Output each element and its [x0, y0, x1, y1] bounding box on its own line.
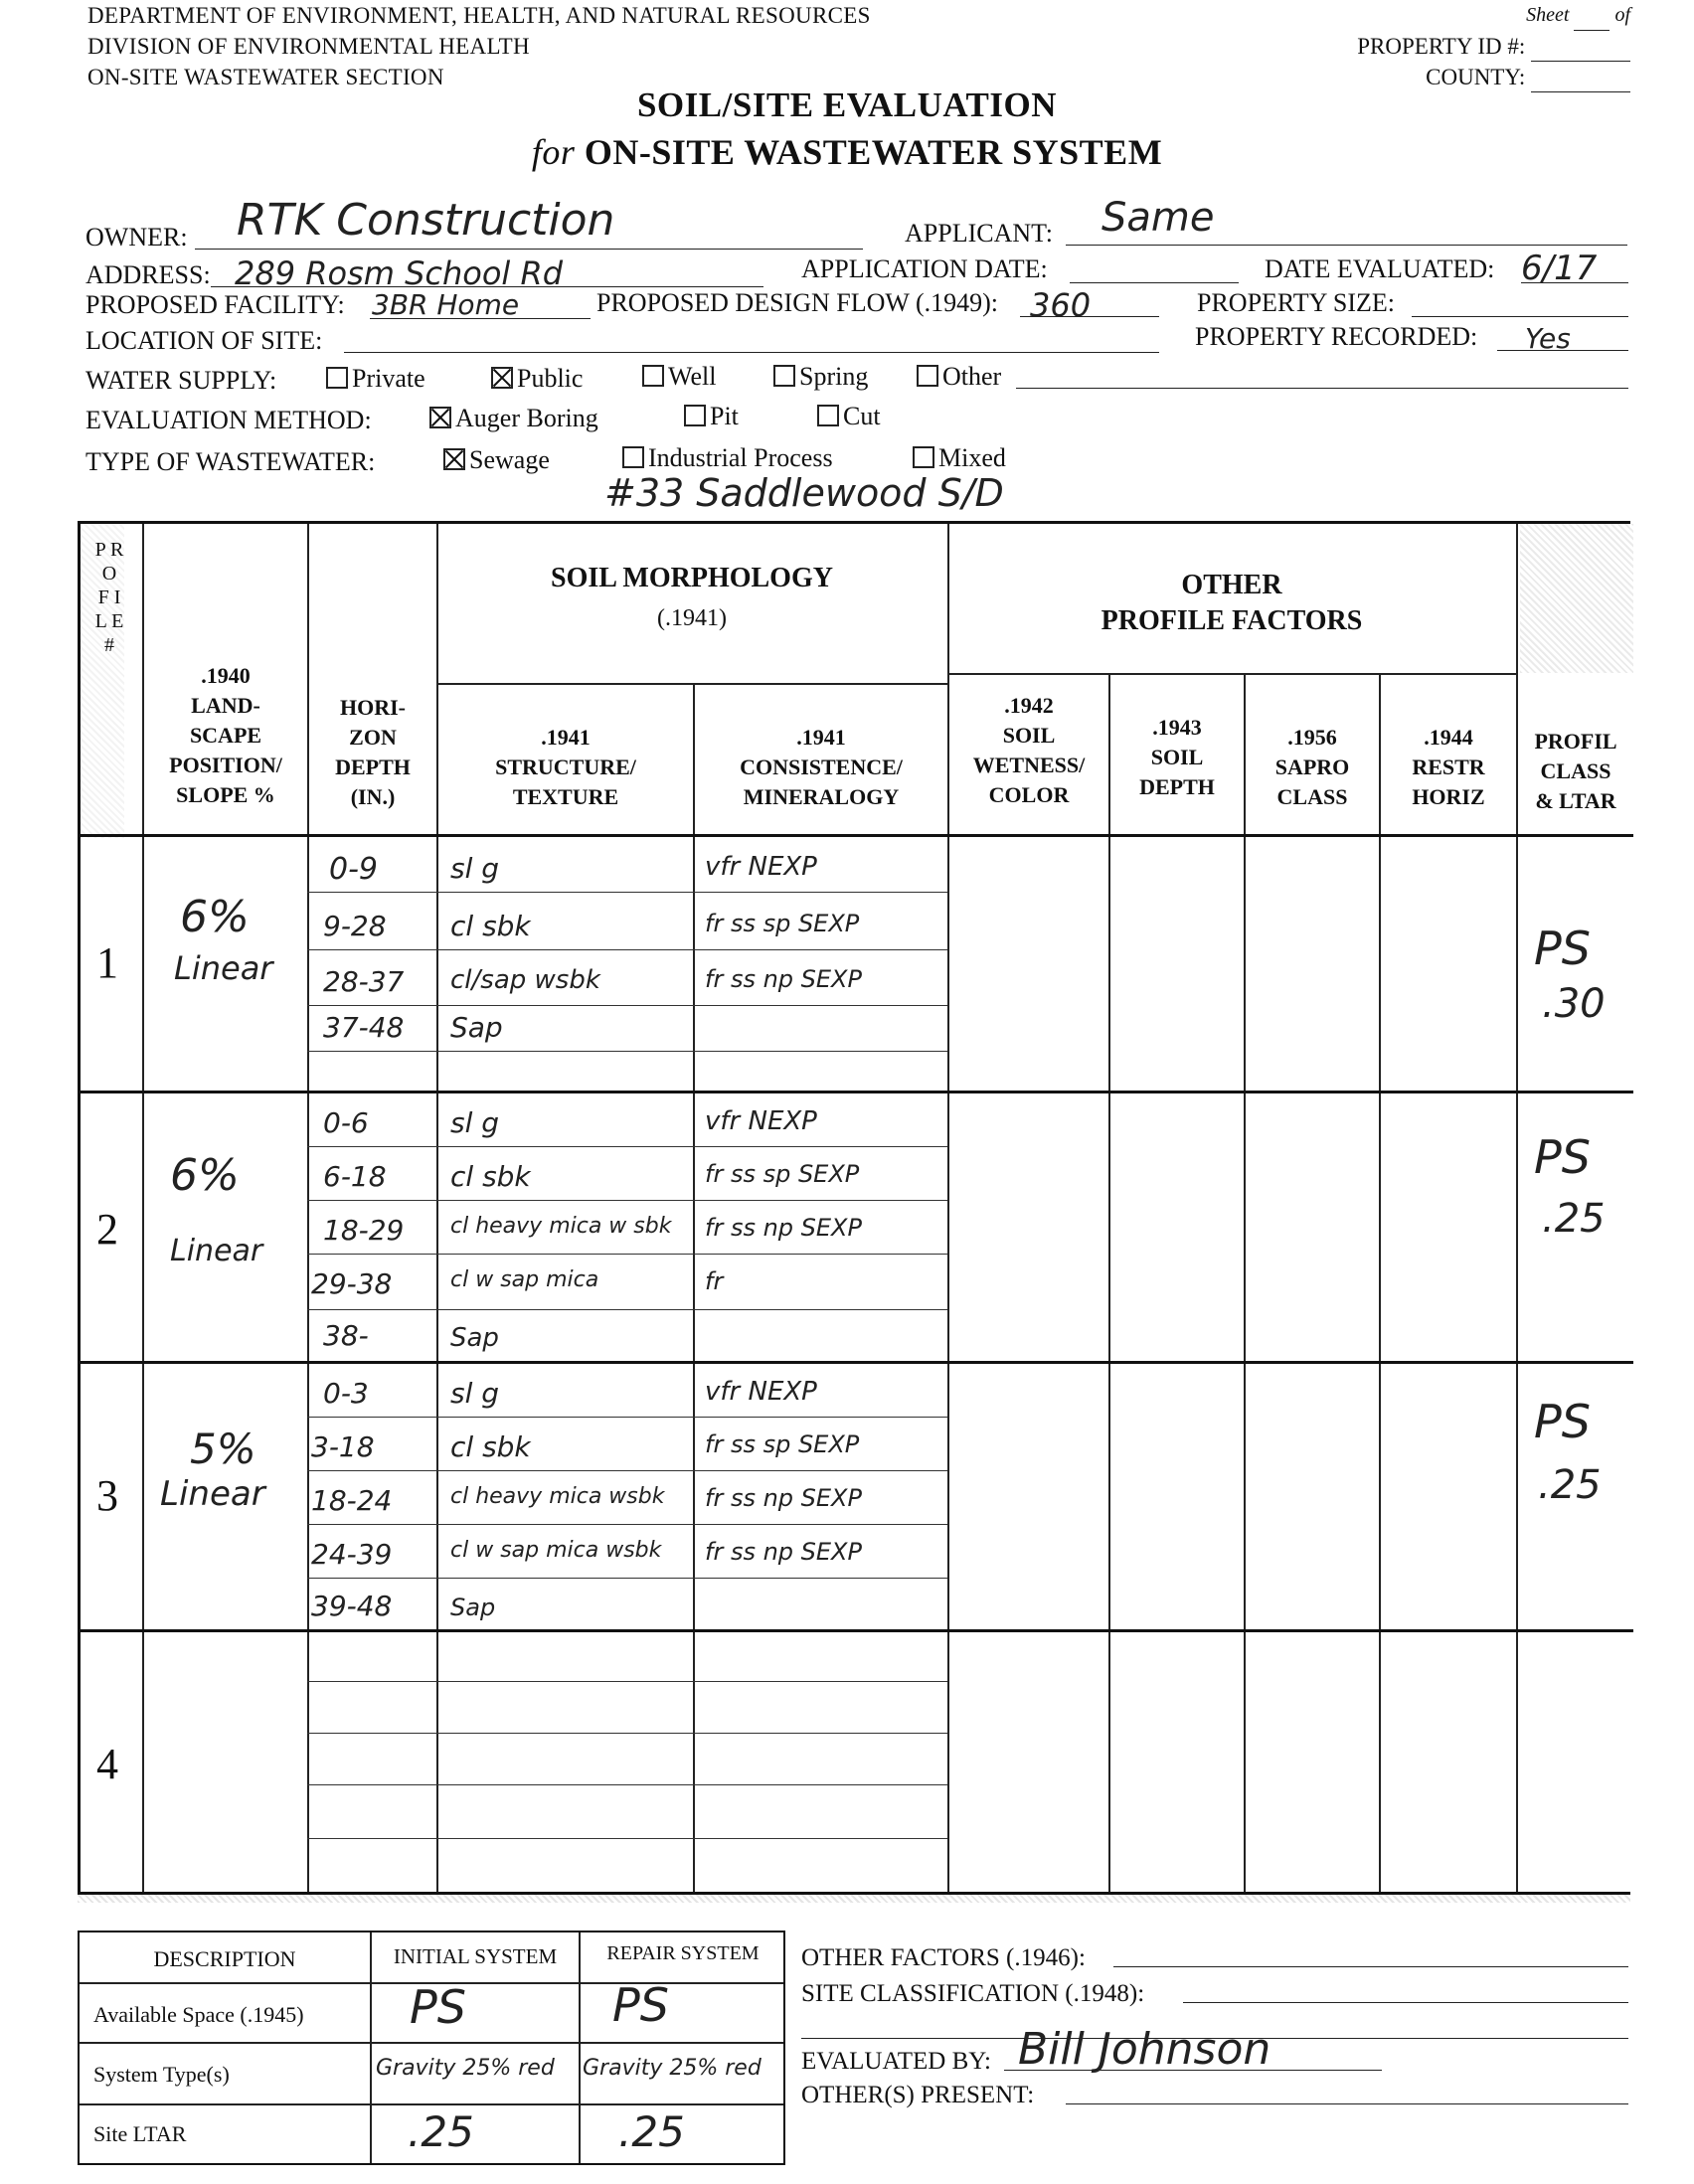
p3-depth-3: 18-24 [311, 1484, 393, 1517]
p2-consistence-2: fr ss sp SEXP [705, 1160, 860, 1188]
p2-structure-5: Sap [450, 1323, 499, 1353]
profile-3-number: 3 [96, 1471, 118, 1520]
wetness-header: .1942 SOIL WETNESS/ COLOR [972, 693, 1086, 807]
dept-line-3: ON-SITE WASTEWATER SECTION [87, 65, 444, 89]
profile-3-slope: 5% [190, 1425, 256, 1473]
other-checkbox[interactable] [917, 365, 938, 387]
evaluated-by-label: EVALUATED BY: [801, 2048, 991, 2075]
p2-consistence-4: fr [705, 1267, 724, 1295]
p3-consistence-3: fr ss np SEXP [705, 1484, 862, 1512]
available-space-initial: PS [410, 1980, 466, 2034]
evaluator-signature: Bill Johnson [1018, 2024, 1271, 2075]
profile-1-number: 1 [96, 938, 118, 987]
design-flow-label: PROPOSED DESIGN FLOW (.1949): [596, 288, 998, 317]
industrial-checkbox[interactable] [622, 446, 644, 468]
profile-1-class: PS [1534, 922, 1591, 975]
p3-depth-2: 3-18 [311, 1430, 375, 1463]
water-option-public[interactable]: Public [491, 364, 583, 394]
profile-1-ltar: .30 [1542, 981, 1606, 1027]
property-recorded-label: PROPERTY RECORDED: [1195, 322, 1478, 351]
auger-checkbox[interactable] [429, 407, 451, 428]
lot-note: #33 Saddlewood S/D [604, 471, 1004, 515]
design-flow-value: 360 [1030, 286, 1092, 324]
p2-structure-3: cl heavy mica w sbk [450, 1214, 672, 1239]
of-label: of [1614, 4, 1630, 26]
dept-line-2: DIVISION OF ENVIRONMENTAL HEALTH [87, 34, 530, 59]
p1-consistence-1: vfr NEXP [705, 852, 817, 882]
department-header [87, 0, 871, 92]
p1-structure-1: sl g [450, 852, 500, 885]
property-recorded-value: Yes [1525, 322, 1571, 355]
p2-consistence-1: vfr NEXP [705, 1106, 817, 1136]
property-id-label: PROPERTY ID #: [1357, 34, 1526, 59]
wastewater-option-industrial[interactable]: Industrial Process [622, 443, 833, 473]
water-option-other[interactable]: Other [917, 362, 1001, 392]
profile-2-ltar: .25 [1542, 1196, 1606, 1242]
cut-checkbox[interactable] [817, 405, 839, 426]
wastewater-option-sewage[interactable]: Sewage [443, 445, 550, 475]
eval-option-pit[interactable]: Pit [684, 402, 739, 431]
p1-consistence-2: fr ss sp SEXP [705, 910, 860, 937]
application-date-label: APPLICATION DATE: [801, 254, 1048, 283]
initial-system-header: INITIAL SYSTEM [393, 1944, 558, 1968]
p1-depth-1: 0-9 [329, 852, 378, 887]
other-profile-factors-header: OTHER PROFILE FACTORS [1101, 570, 1363, 636]
p1-structure-3: cl/sap wsbk [450, 965, 600, 995]
profile-1-position: Linear [174, 949, 273, 987]
soil-morphology-subheader: (.1941) [657, 605, 727, 631]
p1-depth-3: 28-37 [323, 965, 405, 998]
date-evaluated-value: 6/17 [1521, 249, 1598, 288]
p2-depth-3: 18-29 [323, 1214, 405, 1247]
soil-profile-table [78, 521, 1630, 1895]
p3-consistence-1: vfr NEXP [705, 1377, 817, 1407]
p1-depth-2: 9-28 [323, 910, 387, 942]
wastewater-option-mixed[interactable]: Mixed [913, 443, 1006, 473]
p2-depth-5: 38- [323, 1319, 369, 1352]
water-option-private[interactable]: Private [326, 364, 425, 394]
p1-consistence-3: fr ss np SEXP [705, 965, 862, 993]
mixed-checkbox[interactable] [913, 446, 934, 468]
p2-depth-1: 0-6 [323, 1106, 369, 1139]
private-checkbox[interactable] [326, 367, 348, 389]
description-header: DESCRIPTION [153, 1946, 296, 1971]
others-present-label: OTHER(S) PRESENT: [801, 2082, 1035, 2108]
p2-depth-2: 6-18 [323, 1160, 387, 1193]
address-value: 289 Rosm School Rd [235, 254, 564, 292]
profile-3-position: Linear [160, 1474, 265, 1514]
p3-depth-5: 39-48 [311, 1590, 393, 1622]
sewage-checkbox[interactable] [443, 448, 465, 470]
profile-2-position: Linear [170, 1234, 263, 1268]
profile-1-slope: 6% [180, 892, 250, 942]
owner-value: RTK Construction [237, 195, 615, 246]
eval-option-auger[interactable]: Auger Boring [429, 404, 598, 433]
p1-structure-4: Sap [450, 1011, 503, 1044]
profile-class-header: PROFIL CLASS & LTAR [1534, 729, 1617, 813]
date-evaluated-label: DATE EVALUATED: [1265, 254, 1495, 283]
wastewater-label: TYPE OF WASTEWATER: [85, 447, 376, 476]
property-header [1357, 0, 1630, 92]
public-checkbox[interactable] [491, 367, 513, 389]
soil-morphology-header: SOIL MORPHOLOGY [551, 563, 833, 593]
eval-method-label: EVALUATION METHOD: [85, 406, 372, 434]
consistence-header: .1941 CONSISTENCE/ MINERALOGY [740, 725, 903, 809]
eval-option-cut[interactable]: Cut [817, 402, 881, 431]
p3-structure-3: cl heavy mica wsbk [450, 1484, 665, 1509]
site-ltar-repair: .25 [618, 2107, 685, 2156]
dept-line-1: DEPARTMENT OF ENVIRONMENT, HEALTH, AND NATURAL RESOURCES [87, 3, 871, 28]
profile-3-class: PS [1534, 1395, 1591, 1448]
pit-checkbox[interactable] [684, 405, 706, 426]
profile-4-number: 4 [96, 1740, 118, 1788]
proposed-facility-label: PROPOSED FACILITY: [85, 290, 345, 319]
p3-structure-2: cl sbk [450, 1430, 531, 1463]
structure-header: .1941 STRUCTURE/ TEXTURE [495, 725, 636, 809]
site-classification-label: SITE CLASSIFICATION (.1948): [801, 1980, 1145, 2007]
form-subtitle: for ON-SITE WASTEWATER SYSTEM [531, 132, 1163, 172]
applicant-value: Same [1101, 195, 1215, 241]
address-label: ADDRESS: [85, 260, 211, 289]
p3-consistence-4: fr ss np SEXP [705, 1538, 862, 1566]
p3-structure-1: sl g [450, 1377, 500, 1410]
property-size-label: PROPERTY SIZE: [1197, 288, 1395, 317]
sapro-header: .1956 SAPRO CLASS [1274, 725, 1350, 809]
other-factors-label: OTHER FACTORS (.1946): [801, 1944, 1086, 1971]
profile-2-number: 2 [96, 1205, 118, 1254]
p2-depth-4: 29-38 [311, 1267, 393, 1300]
horizon-depth-header: HORI- ZON DEPTH (IN.) [335, 695, 411, 809]
landscape-header: .1940 LAND- SCAPE POSITION/ SLOPE % [169, 663, 282, 807]
p3-structure-4: cl w sap mica wsbk [450, 1538, 662, 1563]
available-space-repair: PS [612, 1978, 669, 2032]
p1-structure-2: cl sbk [450, 910, 531, 942]
profile-3-ltar: .25 [1538, 1462, 1602, 1508]
water-supply-label: WATER SUPPLY: [85, 366, 277, 395]
applicant-label: APPLICANT: [905, 219, 1053, 248]
owner-label: OWNER: [85, 223, 188, 252]
p3-depth-4: 24-39 [311, 1538, 393, 1571]
site-ltar-label: Site LTAR [93, 2121, 187, 2146]
form-title: SOIL/SITE EVALUATION [636, 85, 1058, 124]
p2-structure-4: cl w sap mica [450, 1267, 599, 1292]
repair-system-header: REPAIR SYSTEM [606, 1942, 760, 1964]
location-label: LOCATION OF SITE: [85, 326, 323, 355]
available-space-label: Available Space (.1945) [93, 2002, 304, 2027]
system-type-label: System Type(s) [93, 2062, 230, 2087]
profile-2-slope: 6% [170, 1150, 240, 1201]
system-type-initial: Gravity 25% red [376, 2056, 555, 2081]
profile-2-class: PS [1534, 1130, 1591, 1184]
water-option-well[interactable]: Well [642, 362, 716, 392]
p1-depth-4: 37-48 [323, 1011, 405, 1044]
spring-checkbox[interactable] [773, 365, 795, 387]
profile-header: P R O F I L E # [94, 539, 124, 656]
p3-depth-1: 0-3 [323, 1377, 369, 1410]
p3-consistence-2: fr ss sp SEXP [705, 1430, 860, 1458]
water-option-spring[interactable]: Spring [773, 362, 868, 392]
system-summary-table [78, 1931, 785, 2165]
county-label: COUNTY: [1426, 65, 1526, 89]
restr-header: .1944 RESTR HORIZ [1412, 725, 1485, 809]
site-ltar-initial: .25 [408, 2107, 474, 2156]
sheet-label: Sheet [1526, 4, 1570, 26]
p3-structure-5: Sap [450, 1594, 496, 1621]
proposed-facility-value: 3BR Home [372, 288, 520, 321]
system-type-repair: Gravity 25% red [583, 2056, 762, 2081]
p2-consistence-3: fr ss np SEXP [705, 1214, 862, 1242]
p2-structure-1: sl g [450, 1106, 500, 1139]
p2-structure-2: cl sbk [450, 1160, 531, 1193]
soil-depth-header: .1943 SOIL DEPTH [1139, 715, 1215, 799]
well-checkbox[interactable] [642, 365, 664, 387]
